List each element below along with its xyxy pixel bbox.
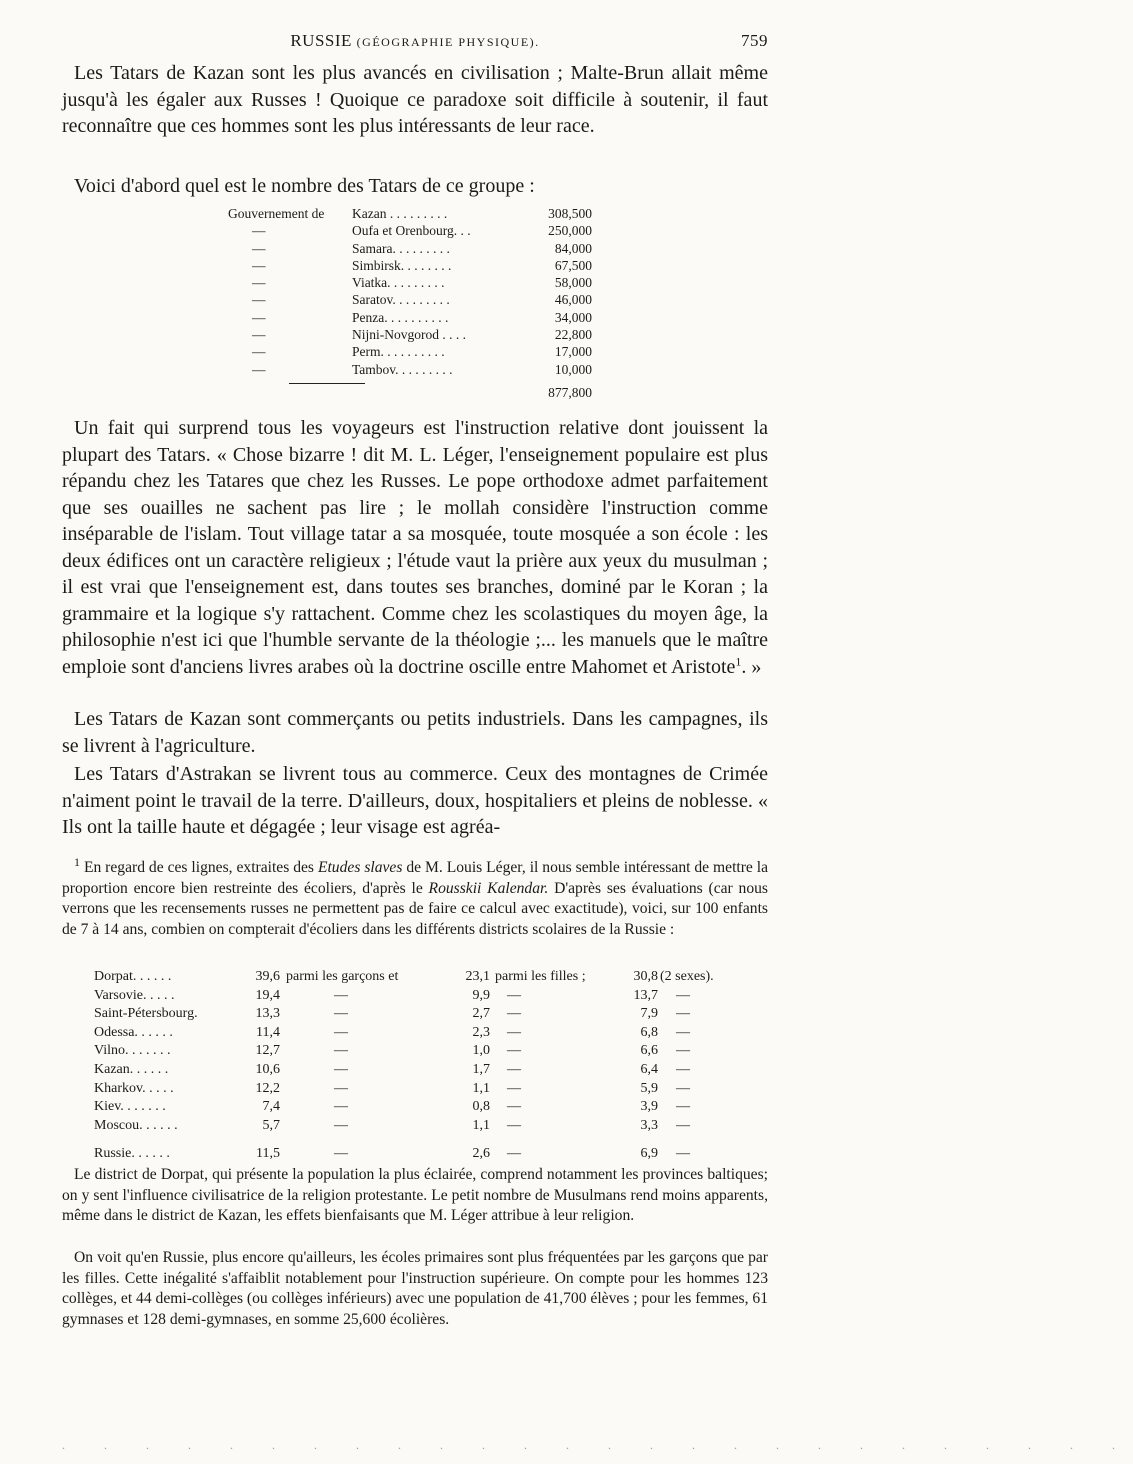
dash: — [334, 1080, 348, 1096]
footnote-mark: 1 [74, 854, 80, 869]
boys-value: 12,2 [255, 1080, 280, 1096]
government-value: 67,500 [554, 257, 592, 273]
dash: — [334, 1146, 348, 1162]
government-row [228, 205, 598, 222]
school-row [94, 1098, 714, 1117]
girls-value: 1,7 [472, 1061, 490, 1077]
school-row [94, 1080, 714, 1099]
ditto-dash: — [252, 275, 266, 291]
district-name: Kazan. . . . . . [94, 1061, 169, 1077]
boys-label: parmi les garçons et [286, 969, 399, 984]
boys-value: 10,6 [255, 1061, 280, 1077]
government-name: Tambov. . . . . . . . . [352, 361, 453, 377]
dash: — [676, 1080, 690, 1096]
bottom-print-marks: . . . . . . . . . . . . . . . . . . . . . . . . . . [62, 1438, 1133, 1452]
boys-value: 11,5 [256, 1146, 280, 1162]
footnote [62, 854, 769, 940]
both-value: 5,9 [640, 1080, 658, 1096]
ditto-dash: — [252, 223, 266, 239]
both-value: 30,8 [633, 969, 658, 984]
dash: — [507, 1146, 521, 1162]
ditto-dash: — [252, 292, 266, 308]
dash: — [334, 1099, 348, 1115]
boys-value: 12,7 [255, 1043, 280, 1059]
governments-table [228, 205, 598, 401]
dash: — [334, 1117, 348, 1133]
government-row [228, 343, 598, 360]
school-row [94, 1005, 714, 1024]
government-value: 58,000 [554, 275, 592, 291]
governments-total: 877,800 [548, 384, 592, 400]
dash: — [676, 987, 690, 1003]
girls-value: 0,8 [472, 1099, 490, 1115]
government-row [228, 361, 598, 378]
government-value: 34,000 [554, 309, 592, 325]
header-title-main: RUSSIE [290, 31, 352, 50]
government-value: 46,000 [554, 292, 592, 308]
dash: — [676, 1061, 690, 1077]
government-name: Oufa et Orenbourg. . . [352, 223, 471, 239]
girls-value: 1,0 [472, 1043, 490, 1059]
dash: — [334, 1061, 348, 1077]
header-subtitle: (GÉOGRAPHIE PHYSIQUE). [356, 35, 540, 49]
dash: — [507, 987, 521, 1003]
dash: — [676, 1006, 690, 1022]
government-name: Nijni-Novgorod . . . . [352, 327, 466, 343]
boys-value: 13,3 [255, 1006, 280, 1022]
both-value: 6,6 [640, 1043, 658, 1059]
footnote-text-a: En regard de ces lignes, extraites des [83, 859, 315, 876]
paragraph-commerce: Les Tatars de Kazan sont commerçants ou petits industriels. Dans les campagnes, ils se livrent à l'agriculture. [62, 708, 768, 757]
paragraph-astrakan: Les Tatars d'Astrakan se livrent tous au commerce. Ceux des montagnes de Crimée n'aiment point le travail de la terre. D'ailleurs, doux, hospitaliers et pleins de noblesse. « Ils ont la taille haute et dégagée ; leur visage est agréa- [62, 763, 768, 838]
government-value: 22,800 [554, 327, 592, 343]
district-name: Varsovie. . . . . [94, 987, 175, 1003]
girls-value: 2,7 [472, 1006, 490, 1022]
governments-sum-rule [289, 383, 365, 384]
running-header [62, 31, 768, 53]
girls-value: 1,1 [472, 1117, 490, 1133]
both-value: 3,9 [640, 1099, 658, 1115]
district-name: Dorpat. . . . . . [94, 969, 172, 984]
boys-value: 5,7 [262, 1117, 280, 1133]
school-row [94, 1117, 714, 1136]
dash: — [507, 1117, 521, 1133]
school-row-dorpat [94, 968, 714, 987]
district-name: Saint-Pétersbourg. [94, 1006, 198, 1022]
dash: — [676, 1146, 690, 1162]
dash: — [334, 1024, 348, 1040]
both-value: 6,4 [640, 1061, 658, 1077]
government-prefix: Gouvernement de [228, 206, 325, 221]
paragraph-instruction [62, 415, 768, 680]
page-number: 759 [741, 31, 768, 50]
dash: — [676, 1117, 690, 1133]
boys-value: 39,6 [255, 969, 280, 984]
girls-value: 23,1 [465, 969, 490, 984]
both-label: (2 sexes). [660, 969, 714, 984]
dash: — [507, 1099, 521, 1115]
government-value: 10,000 [554, 361, 592, 377]
government-name: Kazan . . . . . . . . . [352, 206, 448, 221]
dash: — [507, 1061, 521, 1077]
government-value: 84,000 [554, 240, 592, 256]
district-name: Kiev. . . . . . . [94, 1099, 166, 1115]
girls-label: parmi les filles ; [495, 969, 586, 984]
district-name: Odessa. . . . . . [94, 1024, 173, 1040]
boys-value: 7,4 [262, 1099, 280, 1115]
government-value: 308,500 [548, 206, 592, 221]
footnote-title-kalendar: Rousskii Kalendar. [428, 879, 549, 897]
district-name: Russie. . . . . . [94, 1146, 170, 1162]
boys-value: 11,4 [256, 1024, 280, 1040]
government-row [228, 257, 598, 274]
both-value: 3,3 [640, 1117, 658, 1133]
both-value: 7,9 [640, 1006, 658, 1022]
governments-rows [228, 205, 598, 378]
government-value: 17,000 [554, 344, 592, 360]
school-row-total [94, 1145, 714, 1164]
girls-value: 2,6 [472, 1146, 490, 1162]
ditto-dash: — [252, 257, 266, 273]
footnote-title-etudes: Etudes slaves [317, 859, 403, 876]
dash: — [334, 1043, 348, 1059]
school-spacer [94, 1135, 714, 1145]
boys-value: 19,4 [255, 987, 280, 1003]
paragraph-kazan-tatars: Les Tatars de Kazan sont les plus avancés en civilisation ; Malte-Brun allait même jusqu'à les égaler aux Russes ! Quoique ce paradoxe soit difficile à soutenir, il faut reconnaître que ces hommes sont les plus intéressants de leur race. [62, 62, 768, 137]
dash: — [676, 1043, 690, 1059]
district-name: Moscou. . . . . . [94, 1117, 178, 1133]
government-row [228, 309, 598, 326]
government-name: Penza. . . . . . . . . . [352, 309, 449, 325]
dash: — [507, 1006, 521, 1022]
government-row [228, 326, 598, 343]
government-name: Saratov. . . . . . . . . [352, 292, 450, 308]
dash: — [676, 1099, 690, 1115]
dash: — [507, 1080, 521, 1096]
instruction-text: Un fait qui surprend tous les voyageurs est l'instruction relative dont jouissent la plupart des Tatars. « Chose bizarre ! dit M. L. Léger, l'enseignement populaire est plus répandu chez les Tatares que chez les Russes. Le pope orthodoxe admet parfaitement que ses ouailles ne sachent pas lire ; le mollah considère l'instruction comme inséparable de l'islam. Tout village tatar a sa mosquée, toute mosquée a son école : les deux édifices ont un caractère religieux ; l'étude vaut la prière aux yeux du musulman ; il est vrai que l'enseignement est, dans toutes ses branches, dominé par le Koran ; la grammaire et la logique s'y rattachent. Comme chez les scolastiques du moyen âge, la philosophie n'est ici que l'humble servante de la théologie ;... les manuels que le maître emploie sont d'anciens livres arabes où la doctrine oscille entre Mahomet et Aristote [62, 417, 768, 678]
girls-value: 2,3 [472, 1024, 490, 1040]
paragraph-group-intro: Voici d'abord quel est le nombre des Tatars de ce groupe : [74, 175, 535, 197]
ditto-dash: — [252, 309, 266, 325]
government-row [228, 291, 598, 308]
dash: — [507, 1024, 521, 1040]
instruction-quote-close: . » [741, 655, 762, 678]
footnote-text-c: D'après ses évaluations (car nous verrons que les recensements russes ne permettent pas de faire ce calcul avec exactitude), voici, sur 100 enfants de 7 à 14 ans, combien on compterait d'écoliers dans les différents districts scolaires de la Russie : [62, 879, 768, 938]
both-value: 6,8 [640, 1024, 658, 1040]
school-districts-table [94, 968, 714, 1164]
school-row [94, 987, 714, 1006]
school-row [94, 1024, 714, 1043]
paragraph-dorpat-district: Le district de Dorpat, qui présente la population la plus éclairée, comprend notamment les provinces baltiques; on y sent l'influence civilisatrice de la religion protestante. Le petit nombre de Musulmans rend moins apparents, même dans le district de Kazan, les effets bienfaisants que M. Léger attribue à leur religion. [62, 1166, 768, 1224]
government-row [228, 274, 598, 291]
government-name: Viatka. . . . . . . . . [352, 275, 445, 291]
government-row [228, 240, 598, 257]
ditto-dash: — [252, 327, 266, 343]
government-name: Perm. . . . . . . . . . [352, 344, 445, 360]
government-name: Simbirsk. . . . . . . . [352, 257, 452, 273]
both-value: 6,9 [640, 1146, 658, 1162]
footnote-text-b: de M. Louis Léger, il nous semble intéressant de mettre la proportion encore bien restreinte des écoliers, d'après le [62, 859, 769, 897]
government-name: Samara. . . . . . . . . [352, 240, 450, 256]
dash: — [507, 1043, 521, 1059]
dash: — [676, 1024, 690, 1040]
both-value: 13,7 [633, 987, 658, 1003]
girls-value: 1,1 [472, 1080, 490, 1096]
government-row [228, 222, 598, 239]
school-rows [94, 987, 714, 1136]
district-name: Kharkov. . . . . [94, 1080, 174, 1096]
school-row [94, 1042, 714, 1061]
ditto-dash: — [252, 240, 266, 256]
paragraph-schools-gender: On voit qu'en Russie, plus encore qu'ailleurs, les écoles primaires sont plus fréquentées par les garçons que par les filles. Cette inégalité s'affaiblit notablement pour l'instruction supérieure. On compte pour les hommes 123 collèges, et 44 demi-collèges (ou collèges inférieurs) avec une population de 41,700 élèves ; pour les femmes, 61 gymnases et 128 demi-gymnases, en somme 25,600 écolières. [62, 1249, 768, 1328]
footnote-reference: 1 [735, 653, 742, 668]
header-title [62, 31, 768, 51]
ditto-dash: — [252, 344, 266, 360]
governments-total-row [228, 384, 598, 401]
school-row [94, 1061, 714, 1080]
government-value: 250,000 [548, 223, 592, 239]
dash: — [334, 987, 348, 1003]
district-name: Vilno. . . . . . . [94, 1043, 171, 1059]
ditto-dash: — [252, 361, 266, 377]
dash: — [334, 1006, 348, 1022]
girls-value: 9,9 [472, 987, 490, 1003]
